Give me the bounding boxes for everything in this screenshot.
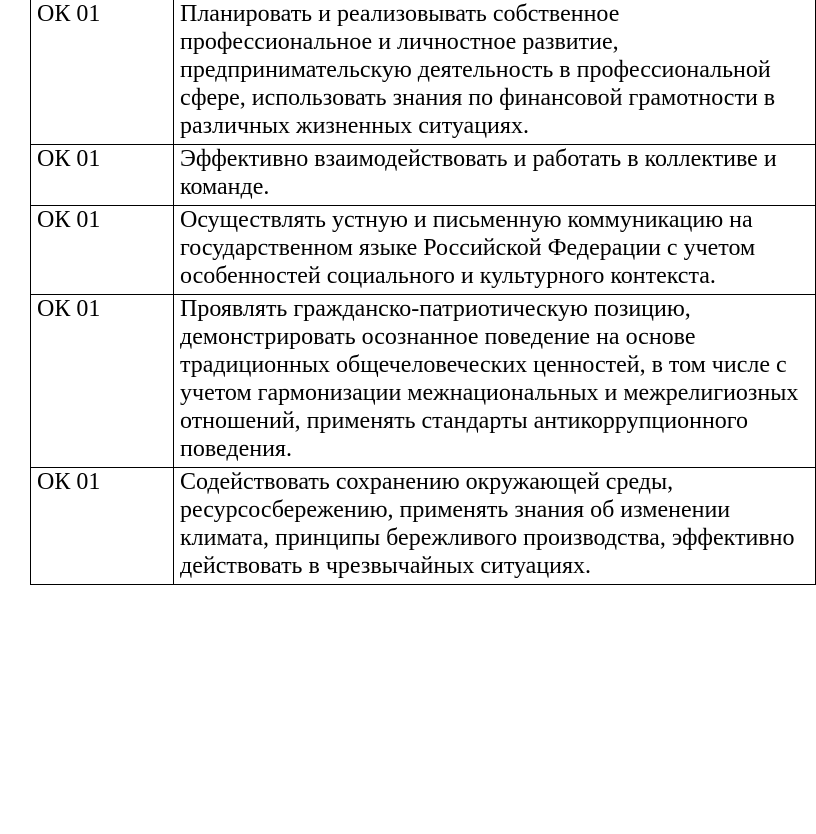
table-row: [31, 145, 816, 206]
competency-code: ОК 01: [31, 0, 174, 145]
table-row: [31, 206, 816, 295]
competency-description: Осуществлять устную и письменную коммуникацию на государственном языке Российской Федерации с учетом особенностей социального и культурного контекста.: [174, 206, 816, 295]
competency-code: ОК 01: [31, 206, 174, 295]
table-row: [31, 295, 816, 468]
competency-code: ОК 01: [31, 468, 174, 585]
competency-description: Планировать и реализовывать собственное профессиональное и личностное развитие, предпринимательскую деятельность в профессиональной сфере, использовать знания по финансовой грамотности в различных жизненных ситуациях.: [174, 0, 816, 145]
competencies-table-body: [31, 0, 816, 585]
competency-code: ОК 01: [31, 145, 174, 206]
table-row: [31, 0, 816, 145]
competencies-table: [30, 0, 816, 585]
competency-code: ОК 01: [31, 295, 174, 468]
competency-description: Проявлять гражданско-патриотическую позицию, демонстрировать осознанное поведение на основе традиционных общечеловеческих ценностей, в том числе с учетом гармонизации межнациональных и межрелигиозных отношений, применять стандарты антикоррупционного поведения.: [174, 295, 816, 468]
table-row: [31, 468, 816, 585]
competency-description: Эффективно взаимодействовать и работать в коллективе и команде.: [174, 145, 816, 206]
competency-description: Содействовать сохранению окружающей среды, ресурсосбережению, применять знания об изменении климата, принципы бережливого производства, эффективно действовать в чрезвычайных ситуациях.: [174, 468, 816, 585]
